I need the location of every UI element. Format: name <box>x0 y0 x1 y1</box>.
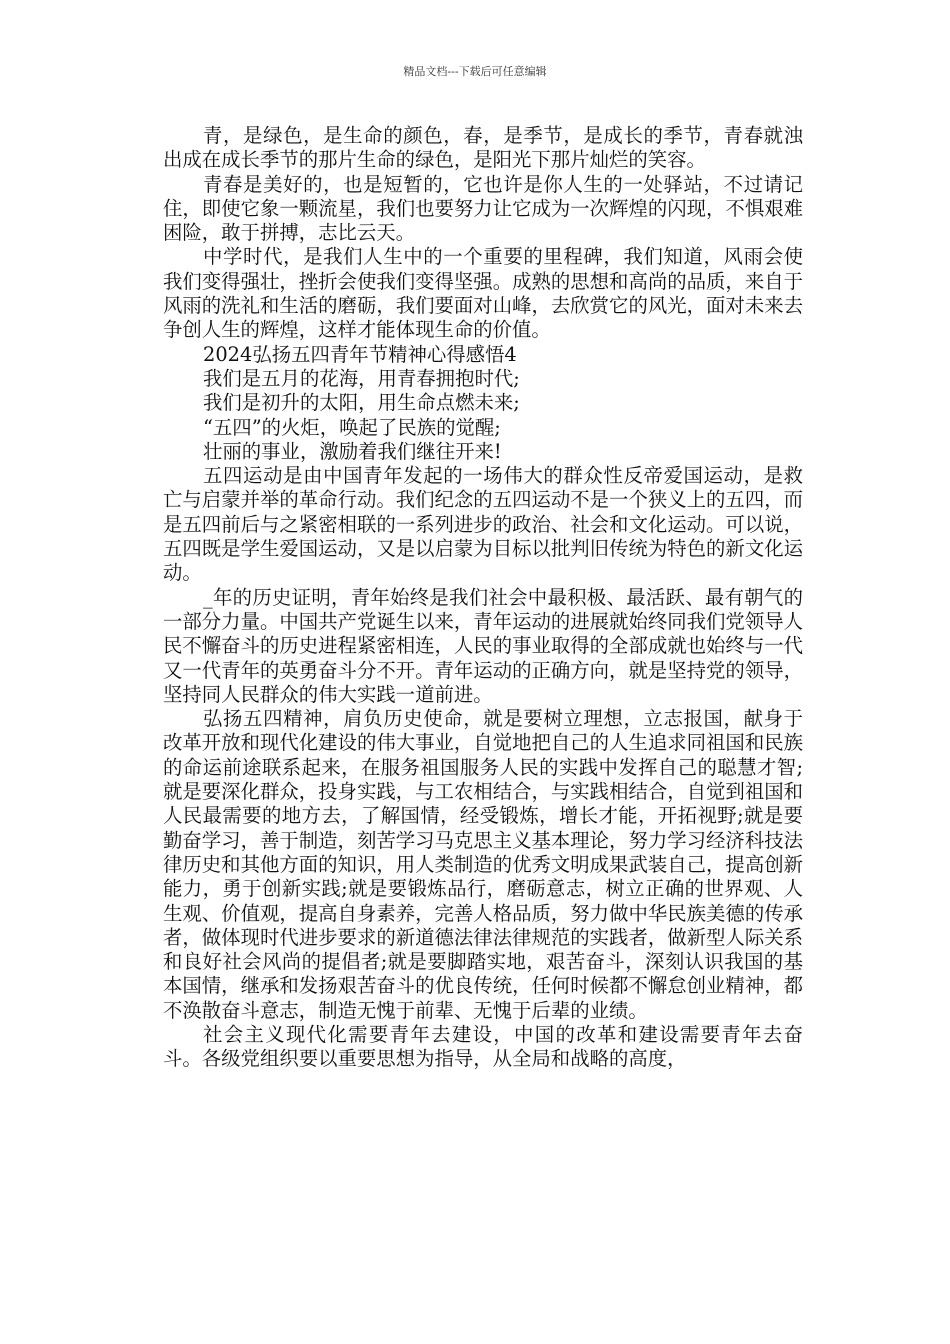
poem-line: 我们是初升的太阳，用生命点燃未来; <box>203 391 520 415</box>
poem-line: “五四”的火炬，唤起了民族的觉醒; <box>203 415 501 439</box>
paragraph: 弘扬五四精神，肩负历史使命，就是要树立理想，立志报国，献身于改革开放和现代化建设的伟大事业，自觉地把自己的人生追求同祖国和民族的命运前途联系起来，在服务祖国服务人民的实践中发挥自己的聪慧才智;就是要深化群众，投身实践，与工农相结合，与实践相结合，自觉到祖国和人民最需要的地方去，了解国情，经受锻炼，增长才能，开拓视野;就是要勤奋学习，善于制造，刻苦学习马克思主义基本理论，努力学习经济科技法律历史和其他方面的知识，用人类制造的优秀文明成果武装自己，提高创新能力，勇于创新实践;就是要锻炼品行，磨砺意志，树立正确的世界观、人生观、价值观，提高自身素养，完善人格品质，努力做中华民族美德的传承者，做体现时代进步要求的新道德法律法律规范的实践者，做新型人际关系和良好社会风尚的提倡者;就是要脚踏实地，艰苦奋斗，深刻认识我国的基本国情，继承和发扬艰苦奋斗的优良传统，任何时候都不懈怠创业精神，都不涣散奋斗意志，制造无愧于前辈、无愧于后辈的业绩。 <box>163 707 803 1022</box>
document-body <box>163 124 803 1072</box>
paragraph: _年的历史证明，青年始终是我们社会中最积极、最活跃、最有朝气的一部分力量。中国共产党诞生以来，青年运动的进展就始终同我们党领导人民不懈奋斗的历史进程紧密相连，人民的事业取得的全部成就也始终与一代又一代青年的英勇奋斗分不开。青年运动的正确方向，就是坚持党的领导，坚持同人民群众的伟大实践一道前进。 <box>163 585 803 706</box>
poem-line: 壮丽的事业，激励着我们继往开来! <box>203 439 502 463</box>
paragraph: 五四运动是由中国青年发起的一场伟大的群众性反帝爱国运动，是救亡与启蒙并举的革命行动。我们纪念的五四运动不是一个狭义上的五四，而是五四前后与之紧密相联的一系列进步的政治、社会和文化运动。可以说，五四既是学生爱国运动，又是以启蒙为目标以批判旧传统为特色的新文化运动。 <box>163 464 803 585</box>
paragraph: 青春是美好的，也是短暂的，它也许是你人生的一处驿站，不过请记住，即使它象一颗流星，我们也要努力让它成为一次辉煌的闪现，不惧艰难困险，敢于拼搏，志比云天。 <box>163 172 803 245</box>
paragraph: 中学时代，是我们人生中的一个重要的里程碑，我们知道，风雨会使我们变得强壮，挫折会使我们变得坚强。成熟的思想和高尚的品质，来自于风雨的洗礼和生活的磨砺，我们要面对山峰，去欣赏它的风光，面对未来去争创人生的辉煌，这样才能体现生命的价值。 <box>163 245 803 342</box>
paragraph: 社会主义现代化需要青年去建设，中国的改革和建设需要青年去奋斗。各级党组织要以重要思想为指导，从全局和战略的高度， <box>163 1022 803 1071</box>
poem-line: 我们是五月的花海，用青春拥抱时代; <box>203 366 520 390</box>
paragraph: 青，是绿色，是生命的颜色，春，是季节，是成长的季节，青春就浊出成在成长季节的那片生命的绿色，是阳光下那片灿烂的笑容。 <box>163 124 803 172</box>
page-header: 精品文档---下载后可任意编辑 <box>403 65 547 78</box>
section-heading: 2024弘扬五四青年节精神心得感悟4 <box>203 342 517 366</box>
